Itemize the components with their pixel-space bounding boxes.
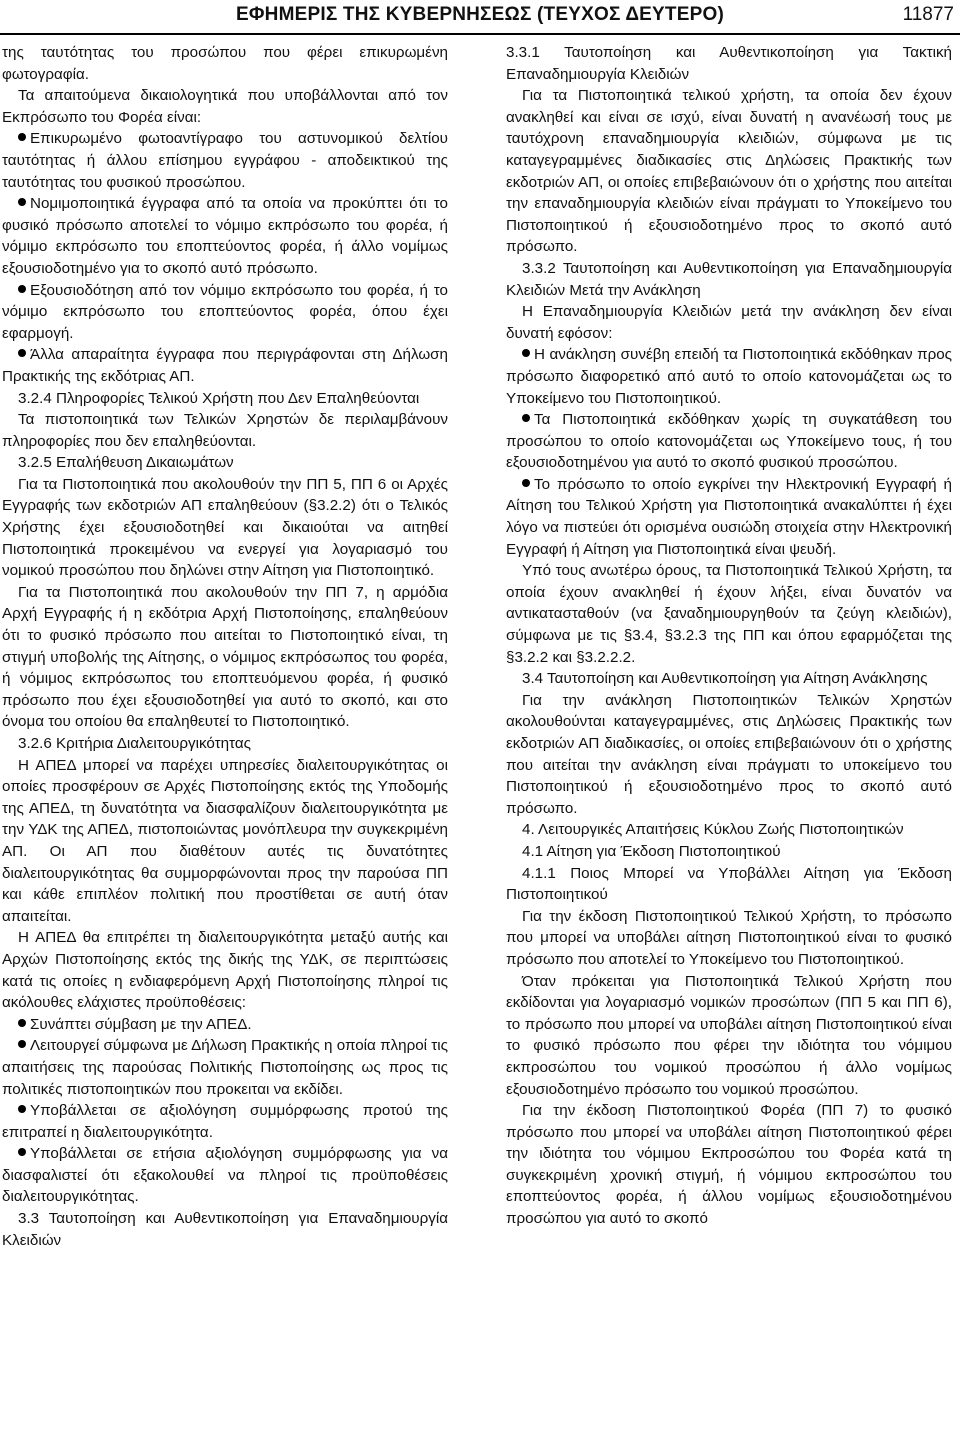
paragraph-text: 3.3.1 Ταυτοποίηση και Αυθεντικοποίηση για Τακτική Επαναδημιουργία Κλειδιών bbox=[506, 44, 952, 83]
bullet-icon bbox=[18, 349, 26, 357]
paragraph bbox=[506, 301, 952, 344]
paragraph-text: 4. Λειτουργικές Απαιτήσεις Κύκλου Ζωής Πιστοποιητικών bbox=[522, 821, 904, 839]
paragraph bbox=[2, 733, 448, 755]
paragraph bbox=[506, 668, 952, 690]
bullet-icon bbox=[18, 1105, 26, 1113]
bullet-icon bbox=[18, 1019, 26, 1027]
paragraph bbox=[506, 42, 952, 85]
paragraph bbox=[506, 971, 952, 1101]
bullet-paragraph bbox=[506, 344, 952, 409]
header-rule bbox=[0, 33, 960, 35]
paragraph-text: Τα απαιτούμενα δικαιολογητικά που υποβάλλονται από τον Εκπρόσωπο του Φορέα είναι: bbox=[2, 87, 448, 126]
paragraph-text: Όταν πρόκειται για Πιστοποιητικά Τελικού Χρήστη που εκδίδονται για λογαριασμό νομικών προσώπων (ΠΠ 5 και ΠΠ 6), το πρόσωπο που μπορεί να υποβάλει αίτηση Πιστοποιητικού είναι το φυσικό πρόσωπο που φέρει την ιδιότητα του νόμιμου εκπροσώπου του νομικού προσώπου ή άλλο νομίμως εξουσιοδοτημένο πρόσωπο του νομικού προσώπου. bbox=[506, 972, 952, 1098]
paragraph-text: Τα πιστοποιητικά των Τελικών Χρηστών δε περιλαμβάνουν πληροφορίες που δεν επαληθεύονται. bbox=[2, 411, 448, 450]
paragraph-text: Εξουσιοδότηση από τον νόμιμο εκπρόσωπο του φορέα, ή το νόμιμο εκπρόσωπο του εποπτεύοντος φορέα, όπου έχει εφαρμογή. bbox=[2, 281, 448, 342]
paragraph-text: Η ανάκληση συνέβη επειδή τα Πιστοποιητικά εκδόθηκαν προς πρόσωπο διαφορετικό από αυτό το οποίο κατονομάζεται ως το Υποκείμενο του Πιστοποιητικού. bbox=[506, 346, 952, 407]
paragraph bbox=[2, 42, 448, 85]
paragraph-text: της ταυτότητας του προσώπου που φέρει επικυρωμένη φωτογραφία. bbox=[2, 44, 448, 83]
gazette-title: ΕΦΗΜΕΡΙΣ ΤΗΣ ΚΥΒΕΡΝΗΣΕΩΣ (ΤΕΥΧΟΣ ΔΕΥΤΕΡΟ) bbox=[236, 4, 724, 25]
page-header bbox=[0, 0, 960, 34]
bullet-icon bbox=[18, 1040, 26, 1048]
paragraph bbox=[2, 409, 448, 452]
paragraph bbox=[2, 452, 448, 474]
left-column bbox=[2, 42, 448, 1251]
paragraph-text: Υποβάλλεται σε ετήσια αξιολόγηση συμμόρφωσης για να διασφαλιστεί ότι εξακολουθεί να πληροί τις προϋποθέσεις διαλειτουργικότητας. bbox=[2, 1145, 448, 1206]
paragraph-text: 3.3 Ταυτοποίηση και Αυθεντικοποίηση για Επαναδημιουργία Κλειδιών bbox=[2, 1210, 448, 1249]
paragraph-text: Συνάπτει σύμβαση με την ΑΠΕΔ. bbox=[30, 1015, 252, 1033]
bullet-paragraph bbox=[2, 128, 448, 193]
bullet-paragraph bbox=[2, 344, 448, 387]
paragraph bbox=[506, 560, 952, 668]
bullet-paragraph bbox=[2, 1035, 448, 1100]
paragraph bbox=[2, 388, 448, 410]
paragraph-text: 4.1 Αίτηση για Έκδοση Πιστοποιητικού bbox=[522, 842, 781, 860]
paragraph-text: 3.2.4 Πληροφορίες Τελικού Χρήστη που Δεν Επαληθεύονται bbox=[18, 389, 420, 407]
bullet-paragraph bbox=[2, 280, 448, 345]
paragraph-text: Για την έκδοση Πιστοποιητικού Φορέα (ΠΠ 7) το φυσικό πρόσωπο που μπορεί να υποβάλει αίτηση Πιστοποιητικού φέρει την ιδιότητα του νόμιμου Εκπροσώπου του Φορέα κατά τη συγκεκριμένη χρονική στιγμή, ή νόμιμου εκπροσώπου του εποπτεύοντος φορέα, ή άλλου νομίμως εξουσιοδοτημένου προσώπου για αυτό το σκοπό bbox=[506, 1102, 952, 1228]
paragraph bbox=[2, 582, 448, 733]
paragraph-text: Υποβάλλεται σε αξιολόγηση συμμόρφωσης προτού της επιτραπεί η διαλειτουργικότητα. bbox=[2, 1102, 448, 1141]
paragraph bbox=[506, 258, 952, 301]
paragraph-text: Για την έκδοση Πιστοποιητικού Τελικού Χρήστη, το πρόσωπο που μπορεί να υποβάλει αίτηση Πιστοποιητικού είναι το φυσικό πρόσωπο που αποτελεί το Υποκείμενο του Πιστοποιητικού. bbox=[506, 907, 952, 968]
paragraph-text: Άλλα απαραίτητα έγγραφα που περιγράφονται στη Δήλωση Πρακτικής της εκδότριας ΑΠ. bbox=[2, 346, 448, 385]
paragraph bbox=[506, 690, 952, 820]
bullet-icon bbox=[18, 1148, 26, 1156]
paragraph bbox=[506, 85, 952, 258]
paragraph bbox=[506, 841, 952, 863]
page-number: 11877 bbox=[902, 4, 954, 25]
right-column bbox=[506, 42, 952, 1230]
paragraph bbox=[2, 1208, 448, 1251]
paragraph-text: Η Επαναδημιουργία Κλειδιών μετά την ανάκληση δεν είναι δυνατή εφόσον: bbox=[506, 303, 952, 342]
paragraph-text: 4.1.1 Ποιος Μπορεί να Υποβάλλει Αίτηση για Έκδοση Πιστοποιητικού bbox=[506, 864, 952, 904]
bullet-paragraph bbox=[2, 1100, 448, 1143]
paragraph bbox=[506, 906, 952, 971]
paragraph-text: Για τα Πιστοποιητικά που ακολουθούν την ΠΠ 7, η αρμόδια Αρχή Εγγραφής ή η εκδότρια Αρχή Πιστοποίησης, επαληθεύουν ότι το φυσικό πρόσωπο που αιτείται το Πιστοποιητικό είναι, τη στιγμή υποβολής της Αίτησης, ο νόμιμος εκπρόσωπος του φορέα, ή νόμιμος εκπρόσωπος του εποπτευόμενου φορέα, ή φυσικό πρόσωπο που έχει εξουσιοδοτηθεί για αυτό το σκοπό, και στο όνομα του οποίου θα επαληθευτεί το Πιστοποιητικό. bbox=[2, 583, 448, 731]
paragraph-text: Τα Πιστοποιητικά εκδόθηκαν χωρίς τη συγκατάθεση του προσώπου το οποίο κατονομάζεται ως Υποκείμενο τους, ή του εξουσιοδοτημένου για αυτό το σκοπό φυσικού προσώπου. bbox=[506, 411, 952, 472]
paragraph-text: 3.2.6 Κριτήρια Διαλειτουργικότητας bbox=[18, 735, 251, 752]
paragraph-text: 3.2.5 Επαλήθευση Δικαιωμάτων bbox=[18, 454, 234, 472]
bullet-icon bbox=[522, 414, 530, 422]
bullet-paragraph bbox=[2, 1143, 448, 1208]
paragraph-text: Επικυρωμένο φωτοαντίγραφο του αστυνομικού δελτίου ταυτότητας ή άλλου επίσημου εγγράφου - αποδεικτικού της ταυτότητας του φυσικού προσώπου. bbox=[2, 130, 448, 191]
bullet-icon bbox=[18, 198, 26, 206]
paragraph-text: Η ΑΠΕΔ μπορεί να παρέχει υπηρεσίες διαλειτουργικότητας οι οποίες προσφέρουν σε Αρχές Πιστοποίησης εκτός της Υποδομής της ΑΠΕΔ, τη δυνατότητα να διασφαλίζουν διαλειτουργικότητα με την ΥΔΚ της ΑΠΕΔ, πιστοποιώντας μονόπλευρα την συγκεκριμένη ΑΠ. Οι ΑΠ που διαθέτουν αυτές τις δυνατότητες διαλειτουργικότητας θα συμμορφώνονται προς την παρούσα ΠΠ και κάθε επιπλέον πολιτική που προστίθεται σε αυτή όταν απαιτείται. bbox=[2, 756, 448, 925]
paragraph bbox=[506, 1100, 952, 1230]
bullet-icon bbox=[522, 479, 530, 487]
paragraph-text: Λειτουργεί σύμφωνα με Δήλωση Πρακτικής η οποία πληροί τις απαιτήσεις της παρούσας Πολιτικής Πιστοποίησης ως προς τις πολιτικές πιστοποιητικών που προκειται να εκδίδει. bbox=[2, 1037, 448, 1098]
bullet-paragraph bbox=[2, 1014, 448, 1036]
paragraph bbox=[2, 85, 448, 128]
paragraph-text: Η ΑΠΕΔ θα επιτρέπει τη διαλειτουργικότητα μεταξύ αυτής και Αρχών Πιστοποίησης εκτός της δικής της ΥΔΚ, σε περιπτώσεις κατά τις οποίες η ενδιαφερόμενη Αρχή Πιστοποίησης πληροί τις ακόλουθες ελάχιστες προϋποθέσεις: bbox=[2, 929, 448, 1012]
bullet-paragraph bbox=[506, 409, 952, 474]
paragraph-text: 3.4 Ταυτοποίηση και Αυθεντικοποίηση για Αίτηση Ανάκλησης bbox=[522, 670, 928, 688]
paragraph-text: Το πρόσωπο το οποίο εγκρίνει την Ηλεκτρονική Εγγραφή ή Αίτηση του Τελικού Χρήστη για Πιστοποιητικά ανακαλύπτει ή έχει λόγο να πιστεύει ότι ορισμένα ουσιώδη στοιχεία στην Ηλεκτρονική Εγγραφή ή Αίτηση για Πιστοποιητικά είναι ψευδή. bbox=[506, 475, 952, 558]
paragraph-text: Για τα Πιστοποιητικά που ακολουθούν την ΠΠ 5, ΠΠ 6 οι Αρχές Εγγραφής των εκδοτριών ΑΠ επαληθεύουν (§3.2.2) ότι ο Τελικός Χρήστης έχει εξουσιοδοτηθεί και δικαιούται να αιτηθεί Πιστοποιητικά προκειμένου να ενεργεί για λογαριασμό του νομικού προσώπου που δηλώνει στην Αίτηση για Πιστοποιητικό. bbox=[2, 475, 448, 580]
paragraph bbox=[2, 474, 448, 582]
bullet-icon bbox=[18, 285, 26, 293]
paragraph-text: 3.3.2 Ταυτοποίηση και Αυθεντικοποίηση για Επαναδημιουργία Κλειδιών Μετά την Ανάκληση bbox=[506, 259, 952, 299]
paragraph-text: Νομιμοποιητικά έγγραφα από τα οποία να προκύπτει ότι το φυσικό πρόσωπο αποτελεί το νόμιμο εκπρόσωπο του φορέα, ή νόμιμο εκπρόσωπο του εποπτεύοντος φορέα, ή άλλο νομίμως εξουσιοδοτημένο για το σκοπό αυτό πρόσωπο. bbox=[2, 195, 448, 277]
paragraph-text: Για την ανάκληση Πιστοποιητικών Τελικών Χρηστών ακολουθούνται καταγεγραμμένες, στις Δηλώσεις Πρακτικής των εκδοτριών ΑΠ διαδικασίες, οι οποίες επιβεβαιώνουν ότι ο χρήστης που αιτείται την ανάκληση είναι πράγματι το υποκείμενο του Πιστοποιητικού ή εξουσιοδοτημένο προς το σκοπό αυτό πρόσωπο. bbox=[506, 691, 952, 817]
bullet-paragraph bbox=[506, 474, 952, 560]
paragraph bbox=[506, 819, 952, 841]
bullet-icon bbox=[18, 133, 26, 141]
paragraph-text: Για τα Πιστοποιητικά τελικού χρήστη, τα οποία δεν έχουν ανακληθεί και είναι σε ισχύ, είναι δυνατή η ανανέωσή τους με ταυτόχρονη επαναδημιουργία κλειδιών, σύμφωνα με τις καταγεγραμμένες διαδικασίες στις Δηλώσεις Πρακτικής των εκδοτριών ΑΠ, οι οποίες επιβεβαιώνουν ότι ο χρήστης που αιτείται την επαναδημιουργία κλειδιών είναι πράγματι το Υποκείμενο του Πιστοποιητικού ή εξουσιοδοτημένο προς το σκοπό αυτό πρόσωπο. bbox=[506, 87, 952, 256]
paragraph bbox=[2, 755, 448, 928]
paragraph-text: Υπό τους ανωτέρω όρους, τα Πιστοποιητικά Τελικού Χρήστη, τα οποία έχουν ανακληθεί ή έχουν λήξει, είναι δυνατόν να αντικατασταθούν (να ξαναδημιουργηθούν τα ζεύγη κλειδιών), σύμφωνα με τις §3.4, §3.2.3 της ΠΠ και όπου εφαρμόζεται της §3.2.2 και §3.2.2.2. bbox=[506, 562, 952, 666]
bullet-paragraph bbox=[2, 193, 448, 279]
bullet-icon bbox=[522, 349, 530, 357]
paragraph bbox=[506, 863, 952, 906]
paragraph bbox=[2, 927, 448, 1013]
